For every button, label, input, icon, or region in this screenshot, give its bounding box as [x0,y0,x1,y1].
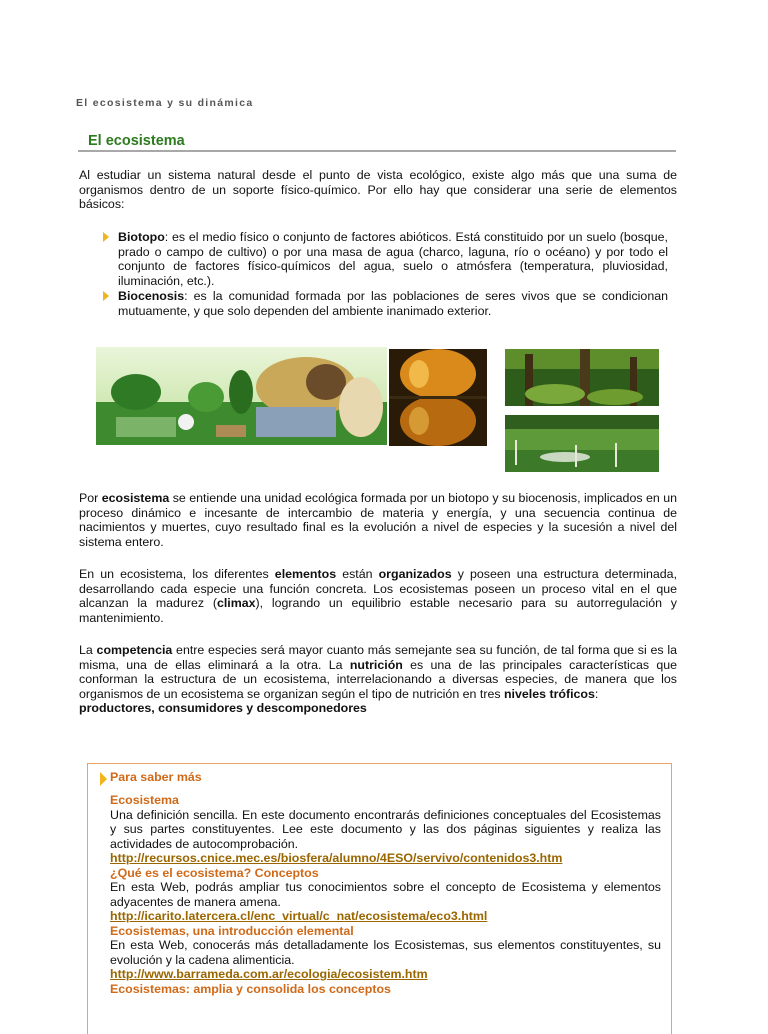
resource-item [110,924,661,982]
term-biotopo: Biotopo [118,230,165,244]
definition-biotopo: : es el medio físico o conjunto de factores abióticos. Está constituido por un suelo (bosque, prado o campo de cultivo) o por una masa de agua (charco, laguna, río o océano) y por todo el conjunto de factores físico-químicos del agua, suelo o atmósfera (temperatura, pluviosidad, iluminación, etc.). [118,230,668,288]
resource-link[interactable]: http://recursos.cnice.mec.es/biosfera/alumno/4ESO/servivo/contenidos3.htm [110,851,563,865]
definition-biocenosis: : es la comunidad formada por las poblaciones de seres vivos que se condicionan mutuamente, y que solo dependen del ambiente inanimado exterior. [118,289,668,318]
resource-link[interactable]: http://icarito.latercera.cl/enc_virtual/c_nat/ecosistema/eco3.html [110,909,488,923]
resource-item [110,793,661,866]
term-biocenosis: Biocenosis [118,289,185,303]
organization-paragraph: En un ecosistema, los diferentes elementos están organizados y poseen una estructura determinada, desarrollando cada especie una función concreta. Los ecosistemas poseen un proceso vital en el que alcanzan la madurez (climax), logrando un equilibrio estable necesario para su autorregulación y mantenimiento. [79,567,678,625]
resource-title: ¿Qué es el ecosistema? Conceptos [110,865,319,880]
resource-list [110,793,661,996]
bullet-arrow-icon [103,291,109,301]
ecosistema-definition-paragraph: Por ecosistema se entiende una unidad ecológica formada por un biotopo y su biocenosis, implicados en un proceso dinámico e incesante de intercambio de materia y energía, y una secuencia continua de nacimientos y muertes, cuyo resultado final es la evolución a nivel de especies y la sucesión a nivel del sistema entero. [79,491,677,549]
resource-title: Ecosistema [110,793,179,807]
section-title: El ecosistema [88,133,185,149]
resource-link[interactable]: http://www.barrameda.com.ar/ecologia/ecosistem.htm [110,967,428,981]
reflection-image [389,349,487,446]
bullet-arrow-icon [103,232,109,242]
resource-description: Una definición sencilla. En este documento encontrarás definiciones conceptuales del Ecosistemas y sus partes constituyentes. Lee este documento y las dos páginas siguientes y realiza las actividades de autocomprobación. [110,807,661,851]
intro-paragraph: Al estudiar un sistema natural desde el punto de vista ecológico, existe algo más que una suma de organismos dentro de un soporte físico-químico. Por ello hay que considerar una serie de elementos básicos: [79,168,677,211]
resource-description: En esta Web, conocerás más detalladamente los Ecosistemas, sus elementos constituyentes, su evolución y la cadena alimenticia. [110,938,661,967]
element-list [100,230,668,319]
resource-item [110,866,661,924]
list-item-biotopo [100,230,668,288]
list-item-biocenosis [100,289,668,318]
title-divider [78,150,676,152]
resource-title: Ecosistemas: amplia y consolida los conceptos [110,981,391,996]
resource-item [110,982,661,997]
breadcrumb: El ecosistema y su dinámica [76,97,254,109]
resource-description: En esta Web, podrás ampliar tus conocimientos sobre el concepto de Ecosistema y elementos adyacentes de manera amena. [110,880,661,909]
wetland-image [505,415,659,472]
forest-image [505,349,659,406]
more-info-box [87,763,672,1034]
box-arrow-icon [100,772,107,786]
box-heading: Para saber más [110,770,202,784]
competition-paragraph: La competencia entre especies será mayor cuanto más semejante sea su función, de tal forma que si es la misma, una de ellas eliminará a la otra. La nutrición es una de las principales características que conforman la estructura de un ecosistema, interrelacionando a diversas especies, de manera que los organismos de un ecosistema se organizan según el tipo de nutrición en tres niveles tróficos: productores, consumidores y descomponedores [79,643,677,715]
resource-title: Ecosistemas, una introducción elemental [110,923,354,938]
collage-image [96,347,387,445]
